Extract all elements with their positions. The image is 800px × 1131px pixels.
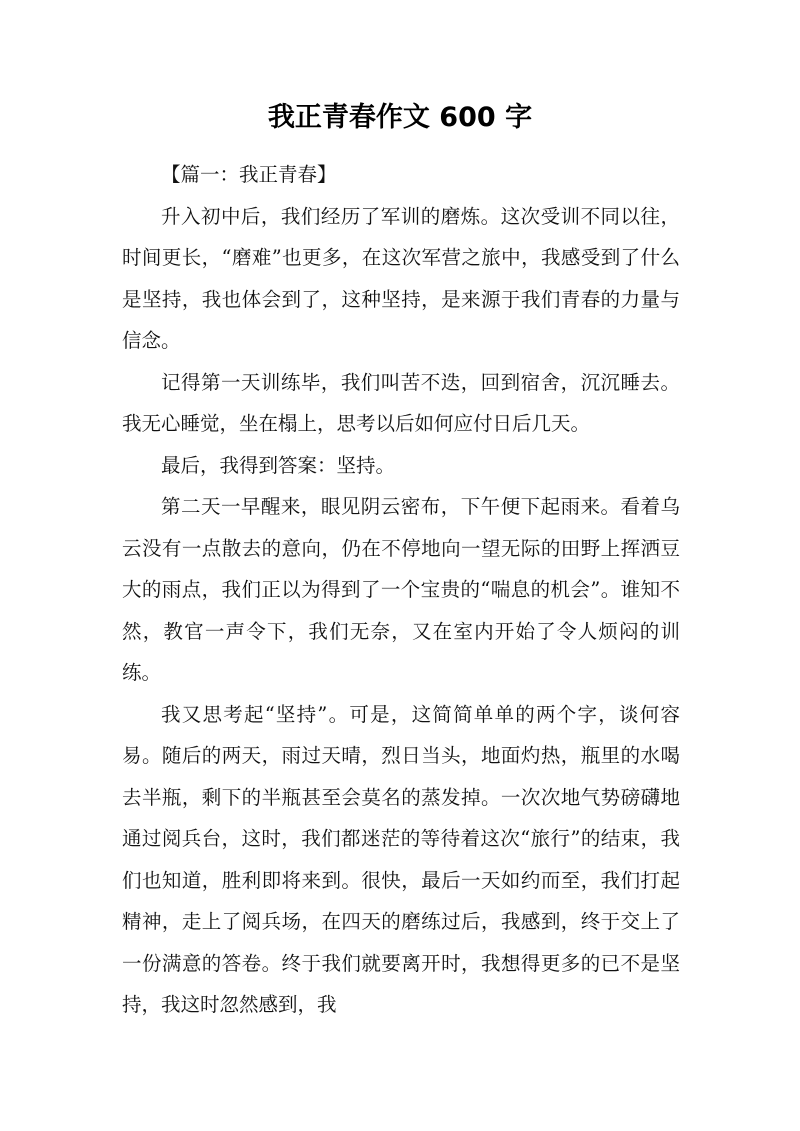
document-title: 我正青春作文 600 字 [267,102,533,133]
paragraph: 我又思考起“坚持”。可是，这简简单单的两个字，谈何容易。随后的两天，雨过天晴，烈日当头，地面灼热，瓶里的水喝去半瓶，剩下的半瓶甚至会莫名的蒸发掉。一次次地气势磅礴地通过阅兵台，这时，我们都迷茫的等待着这次“旅行”的结束，我们也知道，胜利即将来到。很快，最后一天如约而至，我们打起精神，走上了阅兵场，在四天的磨练过后，我感到，终于交上了一份满意的答卷。终于我们就要离开时，我想得更多的已不是坚持，我这时忽然感到，我 [122,702,680,1016]
paragraph: 升入初中后，我们经历了军训的磨炼。这次受训不同以往，时间更长，“磨难”也更多，在这次军营之旅中，我感受到了什么是坚持，我也体会到了，这种坚持，是来源于我们青春的力量与信念。 [122,204,680,352]
paragraph: 第二天一早醒来，眼见阴云密布，下午便下起雨来。看着乌云没有一点散去的意向，仍在不停地向一望无际的田野上挥洒豆大的雨点，我们正以为得到了一个宝贵的“喘息的机会”。谁知不然，教官一声令下，我们无奈，又在室内开始了令人烦闷的训练。 [122,495,680,684]
document-body [122,154,680,1026]
section-heading: 【篇一：我正青春】 [161,163,337,186]
paragraph: 最后，我得到答案：坚持。 [161,453,396,477]
paragraph: 记得第一天训练毕，我们叫苦不迭，回到宿舍，沉沉睡去。我无心睡觉，坐在榻上，思考以后如何应付日后几天。 [122,370,680,435]
